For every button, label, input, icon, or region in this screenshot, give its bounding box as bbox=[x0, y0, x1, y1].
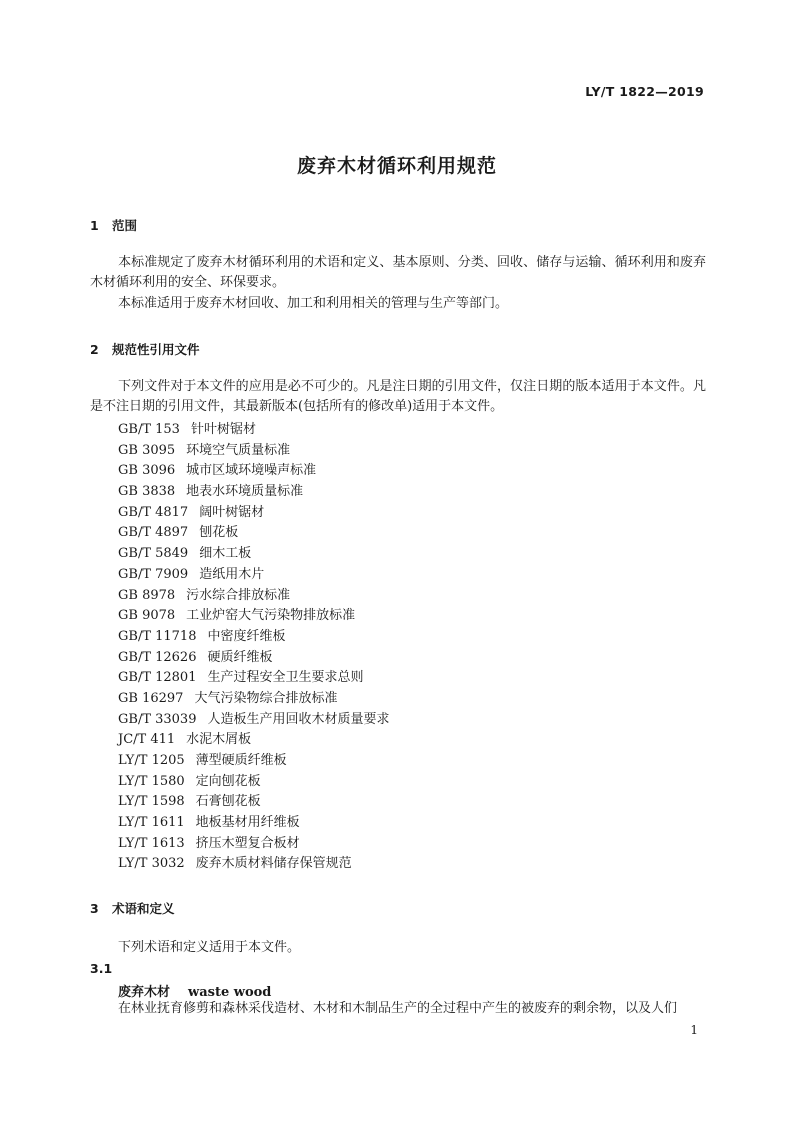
reference-code: GB/T 11718 bbox=[118, 628, 197, 644]
reference-title: 环境空气质量标准 bbox=[186, 442, 291, 458]
reference-item bbox=[118, 420, 390, 441]
reference-code: GB 8978 bbox=[118, 587, 176, 603]
term-heading bbox=[118, 981, 271, 1000]
reference-code: LY/T 1613 bbox=[118, 835, 185, 851]
reference-item bbox=[118, 606, 390, 627]
reference-code: GB/T 5849 bbox=[118, 546, 189, 562]
reference-item bbox=[118, 482, 390, 503]
reference-title: 大气污染物综合排放标准 bbox=[194, 690, 338, 706]
paragraph-text: 本标准适用于废弃木材回收、加工和利用相关的管理与生产等部门。 bbox=[118, 296, 509, 311]
reference-item bbox=[118, 834, 390, 855]
section-number: 2 bbox=[90, 342, 99, 357]
section-number: 1 bbox=[90, 218, 99, 233]
reference-code: LY/T 1598 bbox=[118, 794, 185, 810]
reference-item bbox=[118, 668, 390, 689]
reference-code: GB 3838 bbox=[118, 484, 176, 500]
reference-title: 刨花板 bbox=[199, 525, 239, 541]
term-definition: 在林业抚育修剪和森林采伐造材、木材和木制品生产的全过程中产生的被废弃的剩余物，以及人们 bbox=[118, 1001, 678, 1016]
reference-code: GB/T 7909 bbox=[118, 566, 189, 582]
reference-title: 阔叶树锯材 bbox=[199, 504, 265, 520]
paragraph-text: 本标准规定了废弃木材循环利用的术语和定义、基本原则、分类、回收、储存与运输、循环利用和废弃木材循环利用的安全、环保要求。 bbox=[90, 255, 706, 290]
reference-item bbox=[118, 627, 390, 648]
reference-item bbox=[118, 565, 390, 586]
reference-title: 地板基材用纤维板 bbox=[195, 815, 300, 831]
term-english: waste wood bbox=[188, 985, 272, 1000]
reference-title: 定向刨花板 bbox=[195, 773, 261, 789]
reference-item bbox=[118, 710, 390, 731]
page-number: 1 bbox=[690, 1023, 698, 1037]
reference-item bbox=[118, 730, 390, 751]
reference-title: 硬质纤维板 bbox=[207, 649, 273, 665]
reference-title: 针叶树锯材 bbox=[190, 422, 256, 437]
section-title: 范围 bbox=[112, 218, 138, 233]
reference-title: 薄型硬质纤维板 bbox=[195, 753, 287, 768]
reference-title: 挤压木塑复合板材 bbox=[195, 835, 300, 851]
reference-title: 城市区域环境噪声标准 bbox=[186, 463, 317, 479]
reference-item bbox=[118, 792, 390, 813]
reference-title: 中密度纤维板 bbox=[207, 628, 286, 644]
terms-intro bbox=[90, 938, 706, 958]
section-title: 规范性引用文件 bbox=[112, 342, 200, 357]
reference-code: GB 3096 bbox=[118, 463, 176, 479]
reference-item bbox=[118, 441, 390, 462]
reference-code: GB/T 12801 bbox=[118, 670, 197, 686]
reference-item bbox=[118, 751, 390, 772]
section-1-heading bbox=[90, 216, 137, 234]
term-number: 3.1 bbox=[90, 961, 113, 976]
reference-item bbox=[118, 461, 390, 482]
reference-title: 废弃木质材料储存保管规范 bbox=[195, 856, 352, 872]
reference-code: GB 3095 bbox=[118, 442, 176, 458]
reference-code: GB/T 4897 bbox=[118, 525, 189, 541]
paragraph-text: 下列文件对于本文件的应用是必不可少的。凡是注日期的引用文件，仅注日期的版本适用于本文件。凡是不注日期的引用文件，其最新版本(包括所有的修改单)适用于本文件。 bbox=[90, 379, 706, 414]
scope-paragraph-2 bbox=[90, 294, 706, 314]
reference-code: LY/T 1205 bbox=[118, 753, 185, 768]
reference-code: GB 16297 bbox=[118, 690, 184, 706]
reference-title: 石膏刨花板 bbox=[195, 794, 261, 810]
term-chinese: 废弃木材 bbox=[118, 985, 171, 1000]
reference-title: 造纸用木片 bbox=[199, 566, 265, 582]
reference-title: 污水综合排放标准 bbox=[186, 587, 291, 603]
reference-item bbox=[118, 544, 390, 565]
reference-code: LY/T 3032 bbox=[118, 856, 185, 872]
reference-item bbox=[118, 689, 390, 710]
reference-title: 水泥木屑板 bbox=[186, 732, 252, 748]
reference-item bbox=[118, 648, 390, 669]
section-3-heading bbox=[90, 899, 175, 917]
reference-item bbox=[118, 813, 390, 834]
section-title: 术语和定义 bbox=[112, 901, 175, 916]
reference-item bbox=[118, 523, 390, 544]
reference-code: LY/T 1580 bbox=[118, 773, 185, 789]
reference-code: GB/T 33039 bbox=[118, 711, 197, 727]
reference-item bbox=[118, 503, 390, 524]
normative-references-list bbox=[118, 420, 390, 875]
scope-paragraph-1 bbox=[90, 253, 706, 293]
reference-title: 工业炉窑大气污染物排放标准 bbox=[186, 608, 356, 624]
reference-title: 生产过程安全卫生要求总则 bbox=[207, 670, 364, 686]
section-number: 3 bbox=[90, 901, 99, 916]
reference-code: JC/T 411 bbox=[118, 732, 176, 748]
standard-code: LY/T 1822—2019 bbox=[585, 84, 704, 99]
reference-code: GB/T 12626 bbox=[118, 649, 197, 665]
reference-title: 人造板生产用回收木材质量要求 bbox=[207, 711, 390, 727]
reference-code: GB/T 153 bbox=[118, 422, 180, 437]
section-2-heading bbox=[90, 340, 200, 358]
reference-item bbox=[118, 772, 390, 793]
reference-title: 细木工板 bbox=[199, 546, 252, 562]
document-title: 废弃木材循环利用规范 bbox=[296, 155, 497, 177]
reference-title: 地表水环境质量标准 bbox=[186, 484, 304, 500]
reference-item bbox=[118, 854, 390, 875]
paragraph-text: 下列术语和定义适用于本文件。 bbox=[118, 940, 301, 955]
references-intro bbox=[90, 377, 706, 417]
reference-code: LY/T 1611 bbox=[118, 815, 185, 831]
reference-code: GB 9078 bbox=[118, 608, 176, 624]
reference-code: GB/T 4817 bbox=[118, 504, 189, 520]
reference-item bbox=[118, 586, 390, 607]
